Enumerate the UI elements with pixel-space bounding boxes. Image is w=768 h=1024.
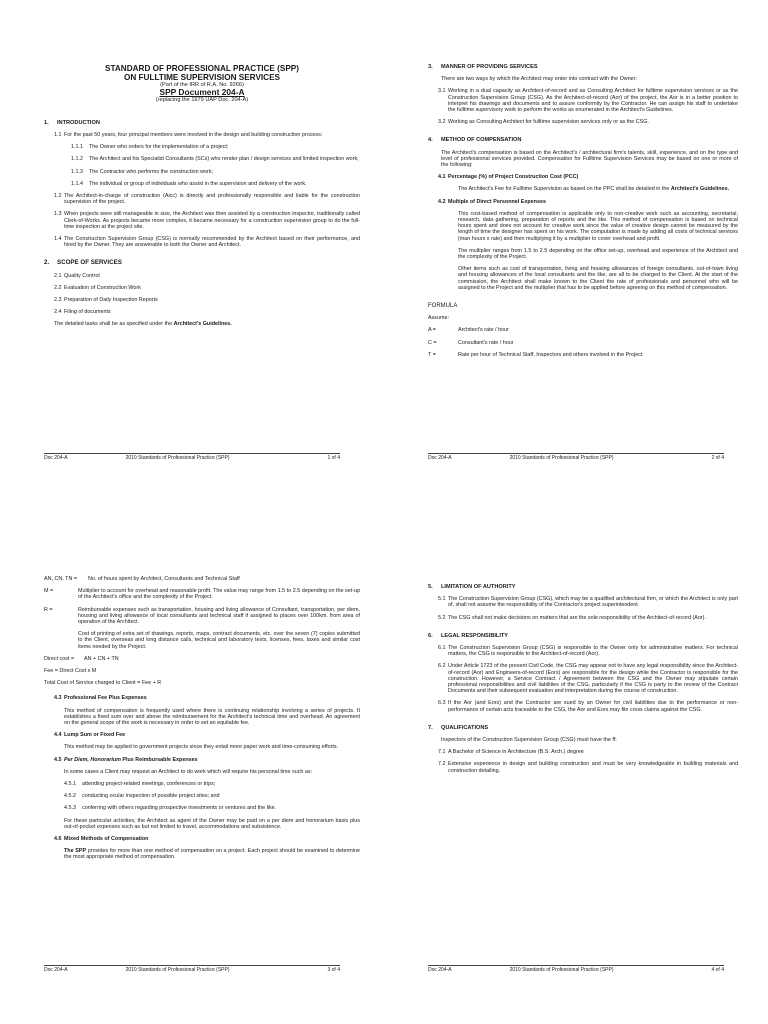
page-footer bbox=[44, 453, 340, 461]
clause: 1.3 When projects were still manageable in size, the Architect was then assisted by a construction inspector, traditionally called Clerk-of-Works. As projects became more complex, it became necessary for a construction supervision group to do the full-time inspection at the project site. bbox=[54, 211, 360, 230]
clause-heading: 4.2 Multiple of Direct Personnel Expenses bbox=[438, 198, 546, 205]
formula-definition: T = Rate per hour of Technical Staff, Inspectors and others involved in the Project bbox=[428, 351, 643, 358]
formula-definition: C = Consultant's rate / hour bbox=[428, 339, 514, 346]
subclause: 1.1.2 The Architect and his Specialist Consultants (SCs) who render plan / design services and limited inspection work; bbox=[71, 156, 359, 163]
paragraph: The Architect's compensation is based on the Architect's / architectural firm's talents, skill, experience, and on the type and level of professional services provided. Compensation for Fulltime Supervision Services may be based on one or more of the following: bbox=[441, 149, 738, 169]
clause: 7.2 Extensive experience in design and building construction and must be very knowledgeable in building materials and construction detailing. bbox=[438, 761, 738, 774]
subclause: 4.5.3 conferring with others regarding prospective investments or ventures and the like. bbox=[64, 805, 277, 812]
subclause: 1.1.1 The Owner who orders for the implementation of a project; bbox=[71, 144, 229, 151]
guidelines-note: The detailed tasks shall be as specified under the Architect's Guidelines. bbox=[54, 321, 232, 328]
formula-line: Fee = Direct Cost x M bbox=[44, 668, 97, 675]
document-number: SPP Document 204-A bbox=[159, 87, 245, 98]
clause: 2.2 Evaluation of Construction Work bbox=[54, 284, 141, 291]
paragraph: This method may be applied to government projects since they entail more paper work and time-consuming efforts. bbox=[64, 744, 339, 751]
clause-heading: 4.5 Per Diem, Honorarium Plus Reimbursable Expenses bbox=[54, 756, 198, 763]
clause: 3.2 Working as Consulting Architect for fulltime supervision services only or as the CSG. bbox=[438, 119, 649, 126]
footer-page-number: 4 of 4 bbox=[711, 967, 724, 973]
footer-page-number: 1 of 4 bbox=[327, 455, 340, 461]
clause: 6.1 The Construction Supervision Group (CSG) is responsible to the Owner only for administrative matters. For technical matters, the CSG is responsible to the Architect-of-record (Aor). bbox=[438, 645, 738, 658]
section-heading-introduction: 1. INTRODUCTION bbox=[44, 119, 100, 126]
clause: 1.2 The Architect-in-charge of construction (Aicc) is directly and professionally responsible and liable for the construction supervision of the project. bbox=[54, 193, 360, 206]
formula-definition: A = Architect's rate / hour bbox=[428, 327, 509, 334]
footer-doc-number: Doc 204-A bbox=[44, 455, 68, 461]
formula-line: Direct cost = AN + CN + TN bbox=[44, 655, 119, 662]
clause: 1.1 For the past 50 years, four principal members were involved in the design and building construction process: bbox=[54, 132, 323, 139]
page-footer bbox=[428, 453, 724, 461]
paragraph: The SPP provides for more than one method of compensation on a project. Each project should be examined to determine the most appropriate method of compensation. bbox=[64, 848, 360, 861]
paragraph: Cost of printing of extra set of drawings, reports, maps, contract documents, etc. over the seven (7) copies submitted to the Client, overseas and long distance calls, technical and laboratory tests, licenses, fees, taxes and similar cost items needed by the Project. bbox=[78, 631, 360, 650]
paragraph: This cost-based method of compensation is applicable only to non-creative work such as accounting, secretarial, research, data gathering, preparation of reports and the like. This method of compensation is based on technical hours spent and does not account for creative work since the value of creative design cannot be measured by the length of time the designer has spent on his work. The computation is made by adding all costs of technical services (man hours x rate) and then multiplying it by a multiplier to cover overhead and profit. bbox=[458, 210, 738, 242]
section-heading-scope: 2. SCOPE OF SERVICES bbox=[44, 259, 122, 267]
document-page-1 bbox=[0, 0, 384, 512]
document-page-3 bbox=[0, 512, 384, 1024]
formula-line: Total Cost of Service charged to Client = Fee + R bbox=[44, 680, 162, 687]
document-reference: (Part of the IRR of R.A. No. 9266) bbox=[160, 82, 244, 88]
document-page-2 bbox=[384, 0, 768, 512]
clause: 2.4 Filing of documents bbox=[54, 309, 111, 316]
clause-heading: 4.4 Lump Sum or Fixed Fee bbox=[54, 732, 126, 739]
assume-label: Assume: bbox=[428, 315, 449, 322]
paragraph: In some cases a Client may request an Architect to do work which will require his personal time such as: bbox=[64, 768, 313, 775]
section-heading-limitation: 5. LIMITATION OF AUTHORITY bbox=[428, 584, 516, 590]
paragraph: Other items such as cost of transportation, living and housing allowances of foreign consultants, out-of-town living and housing allowances of the local consultants and the like, are all to be charged to the Client. At the start of the commission, the Architect shall make known to the Client the rate of professionals and personnel who will be assigned to the Project and the multiplier that has to be applied before agreeing on this method of compensation. bbox=[458, 266, 738, 291]
footer-doc-number: Doc 204-A bbox=[428, 455, 452, 461]
document-title: STANDARD OF PROFESSIONAL PRACTICE (SPP) bbox=[105, 64, 299, 73]
document-subtitle: ON FULLTIME SUPERVISION SERVICES bbox=[123, 73, 281, 82]
footer-title: 2010 Standards of Professional Practice (SPP) bbox=[125, 967, 230, 973]
paragraph: The Architect's Fee for Fulltime Supervision as based on the PPC shall be detailed in the Architect's Guidelines. bbox=[458, 186, 730, 193]
footer-title: 2010 Standards of Professional Practice (SPP) bbox=[125, 455, 230, 461]
paragraph: For these particular activities, the Architect as agent of the Owner may be paid on a per diem and honorarium basis plus out-of-pocket expenses such as but not limited to travel, accommodations and subsistence. bbox=[64, 817, 360, 830]
subclause: 4.5.1 attending project-related meetings, conferences or trips; bbox=[64, 781, 216, 788]
clause-heading: 4.6 Mixed Methods of Compensation bbox=[54, 836, 149, 843]
page-footer bbox=[44, 965, 340, 973]
paragraph: The multiplier ranges from 1.5 to 2.5 depending on the office set-up, overhead and experience of the Architect and the complexity of the Project. bbox=[458, 247, 738, 261]
formula-heading: FORMULA bbox=[428, 303, 458, 310]
subclause: 1.1.3 The Contractor who performs the construction work; bbox=[71, 168, 214, 175]
formula-definition: AN, CN, TN = No. of hours spent by Architect, Consultants and Technical Staff bbox=[44, 576, 240, 582]
page-footer bbox=[428, 965, 724, 973]
clause-heading: 4.3 Professional Fee Plus Expenses bbox=[54, 695, 147, 702]
section-heading-manner: 3. MANNER OF PROVIDING SERVICES bbox=[428, 64, 538, 70]
clause: 1.4 The Construction Supervision Group (CSG) is normally recommended by the Architect based on their performance, and hired by the Owner. They are answerable to both the Owner and Architect. bbox=[54, 236, 360, 249]
paragraph: This method of compensation is frequently used where there is continuing relationship involving a series of projects. It establishes a fixed sum over and above the reimbursement for the Architect's technical time and overhead. An agreement on the general scope of the work is necessary in order to set an equitable fee. bbox=[64, 707, 360, 727]
clause: 2.1 Quality Control bbox=[54, 272, 100, 279]
paragraph: There are two ways by which the Architect may enter into contract with the Owner: bbox=[441, 76, 637, 83]
paragraph: Inspectors of the Construction Supervision Group (CSG) must have the ff: bbox=[441, 737, 617, 744]
subclause: 1.1.4 The individual or group of individuals who assist in the supervision and delivery of the work. bbox=[71, 180, 307, 187]
clause: 6.2 Under Article 1723 of the present Civil Code, the CSG may appear not to have any legal responsibility since the Architect-of-record (Aor) and Engineers-of-record (Eors) are responsible for the design while the Contractor is responsible for the construction. However, a Service Contract / Agreement between the CSG and the Owner may stipulate certain professional responsibilities and civil liabilities of the CSG, particularly if the CSG is party to the review of the Contract Documents and their subsequent evaluation and interpretation during the course of construction. bbox=[438, 663, 738, 695]
clause: 6.3 If the Aor (and Eors) and the Contractor are sued by an Owner for civil liabilities due to the performance or non-performance of certain acts traceable to the CSG, the Aor and Eors may file cross claims against the CSG. bbox=[438, 700, 738, 713]
footer-doc-number: Doc 204-A bbox=[44, 967, 68, 973]
clause-heading: 4.1 Percentage (%) of Project Construction Cost (PCC) bbox=[438, 174, 579, 181]
document-page-4 bbox=[384, 512, 768, 1024]
footer-title: 2010 Standards of Professional Practice (SPP) bbox=[509, 967, 614, 973]
subclause: 4.5.2 conducting ocular inspection of possible project sites; and bbox=[64, 793, 220, 800]
formula-definition: R = Reimbursable expenses such as transportation, housing and living allowance of Consultant, transportation, per diem, housing and living allowance of local consultants and technical staff if assigned to places over 100km. from area of operation of the Architect. bbox=[44, 606, 360, 626]
document-replacement-note: (replacing the 1979 UAP Doc. 204-A) bbox=[155, 97, 249, 104]
clause: 5.1 The Construction Supervision Group (CSG), which may be a qualified architectural firm, or which the Architect is only part of, shall not assume the responsibility of the Contractor's project superintendent. bbox=[438, 596, 738, 609]
footer-doc-number: Doc 204-A bbox=[428, 967, 452, 973]
section-heading-compensation: 4. METHOD OF COMPENSATION bbox=[428, 137, 522, 144]
footer-title: 2010 Standards of Professional Practice (SPP) bbox=[509, 455, 614, 461]
footer-page-number: 3 of 4 bbox=[327, 967, 340, 973]
footer-page-number: 2 of 4 bbox=[711, 455, 724, 461]
clause: 7.1 A Bachelor of Science in Architecture (B.S. Arch.) degree bbox=[438, 749, 584, 756]
section-heading-qualifications: 7. QUALIFICATIONS bbox=[428, 724, 489, 731]
formula-definition: M = Multiplier to account for overhead and reasonable profit. The value may range from 1.5 to 2.5 depending on the set-up of the Architect's office and the complexity of the Project. bbox=[44, 588, 360, 601]
section-heading-legal: 6. LEGAL RESPONSIBILITY bbox=[428, 632, 509, 639]
clause: 2.3 Preparation of Daily Inspection Reports bbox=[54, 297, 158, 304]
clause: 3.1 Working in a dual capacity as Architect-of-record and as Consulting Architect for fulltime supervision services or as the Construction Supervision Group (CSG). As the Architect-of-record (Aor) of the project, the Aor is in a better position to interpret his drawings and documents and to assure conformity by the Contractor. He can assign his staff to undertake the fulltime supervisory work to perform the works as enumerated in the Architect's Guidelines. bbox=[438, 88, 738, 114]
clause: 5.2 The CSG shall not make decisions on matters that are the sole responsibility of the Architect-of-record (Aor). bbox=[438, 614, 706, 621]
